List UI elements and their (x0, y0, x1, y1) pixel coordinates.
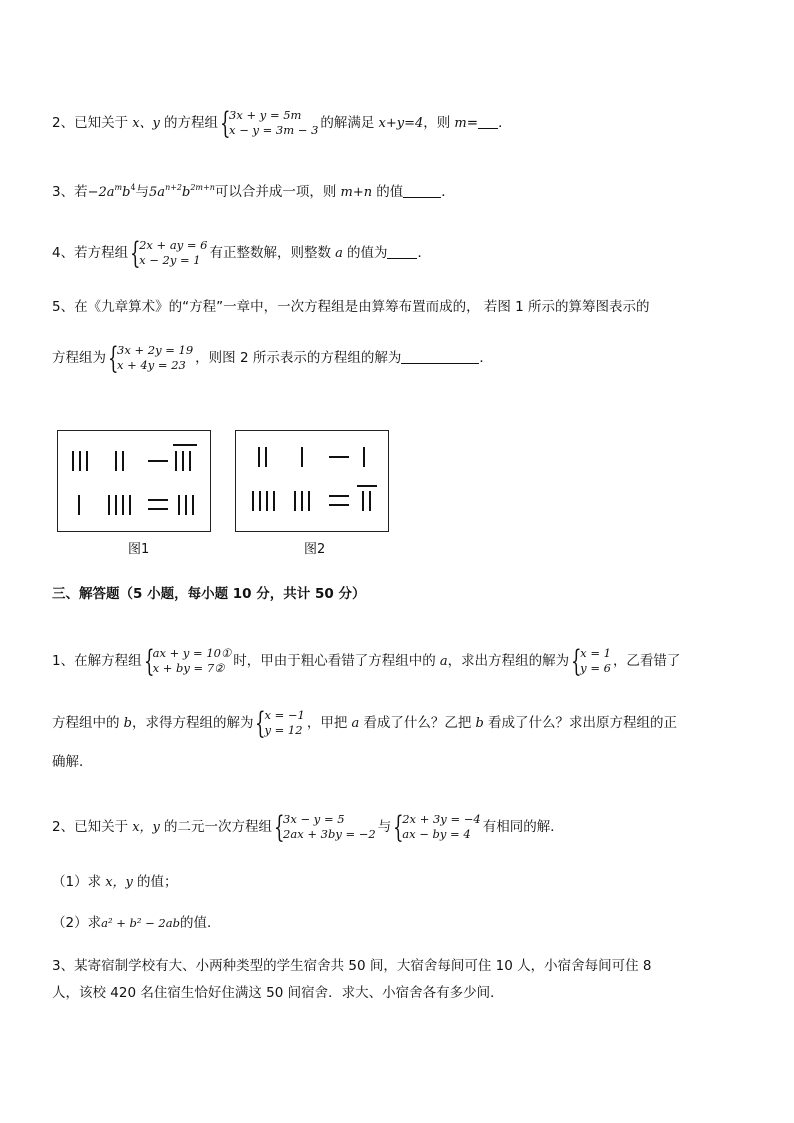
equation-system: { 3x + 2y = 19 x + 4y = 23 (108, 341, 194, 376)
equation-system: { 3x − y = 5 2ax + 3by = −2 (274, 810, 376, 845)
answer-blank[interactable] (403, 185, 441, 198)
solve-question-1-line2: 方程组中的 b，求得方程组的解为 { x = −1 y = 12 ，甲把 a 看成了什么？乙把 b 看成了什么？求出原方程组的正 (52, 706, 677, 741)
counting-rod-figure-1 (57, 430, 211, 532)
equation-system: { 2x + ay = 6 x − 2y = 1 (130, 236, 208, 271)
question-3-fill: 3、若$-2a^mb^4$与$5a^{n+2}b^{2m+n}$可以合并成一项，则 m+n 的值 ． (52, 183, 455, 200)
question-5-line2: 方程组为 { 3x + 2y = 19 x + 4y = 23 ，则图 2 所示表示的方程组的解为 ． (52, 341, 493, 376)
solve-question-1-line1: 1、在解方程组 { ax + y = 10① x + by = 7② 时，甲由于粗心看错了方程组中的 a，求出方程组的解为 { x = 1 y = 6 ，乙看错了 (52, 644, 681, 679)
question-2-fill: 2、已知关于 x、y 的方程组 { 3x + y = 5m x − y = 3m − 3 的解满足 x+y=4，则 m= ． (52, 106, 512, 141)
solve-question-2-part-1: （1）求 x，y 的值； (52, 874, 178, 890)
solution-system: { x = 1 y = 6 (571, 644, 611, 679)
question-5-line1: 5、在《九章算术》的“方程”一章中，一次方程组是由算筹布置而成的， 若图 1 所示的算筹图表示的 (52, 299, 650, 315)
answer-blank[interactable] (401, 351, 479, 364)
equation-system: { 2x + 3y = −4 ax − by = 4 (393, 810, 481, 845)
solve-question-2: 2、已知关于 x，y 的二元一次方程组 { 3x − y = 5 2ax + 3by = −2 与 { 2x + 3y = −4 ax − by = 4 有相同的解． (52, 810, 564, 845)
counting-rod-figure-2 (235, 430, 389, 532)
answer-blank[interactable] (387, 246, 417, 259)
answer-blank[interactable] (478, 116, 498, 129)
solution-system: { x = −1 y = 12 (255, 706, 305, 741)
figure-2-caption: 图2 (304, 542, 326, 557)
figure-1-caption: 图1 (128, 542, 150, 557)
solve-question-3-line2: 人，该校 420 名住宿生恰好住满这 50 间宿舍．求大、小宿舍各有多少间． (52, 985, 504, 1001)
section-3-heading: 三、解答题（5 小题，每小题 10 分，共计 50 分） (52, 586, 366, 602)
equation-system: { ax + y = 10① x + by = 7② (143, 644, 232, 679)
solve-question-3-line1: 3、某寄宿制学校有大、小两种类型的学生宿舍共 50 间，大宿舍每间可住 10 人，小宿舍每间可住 8 (52, 958, 652, 974)
question-4-fill: 4、若方程组 { 2x + ay = 6 x − 2y = 1 有正整数解，则整数 a 的值为 ． (52, 236, 431, 271)
solve-question-2-part-2: （2）求a² + b² − 2ab的值． (52, 915, 221, 931)
equation-system: { 3x + y = 5m x − y = 3m − 3 (220, 106, 319, 141)
solve-question-1-line3: 确解． (52, 754, 93, 770)
